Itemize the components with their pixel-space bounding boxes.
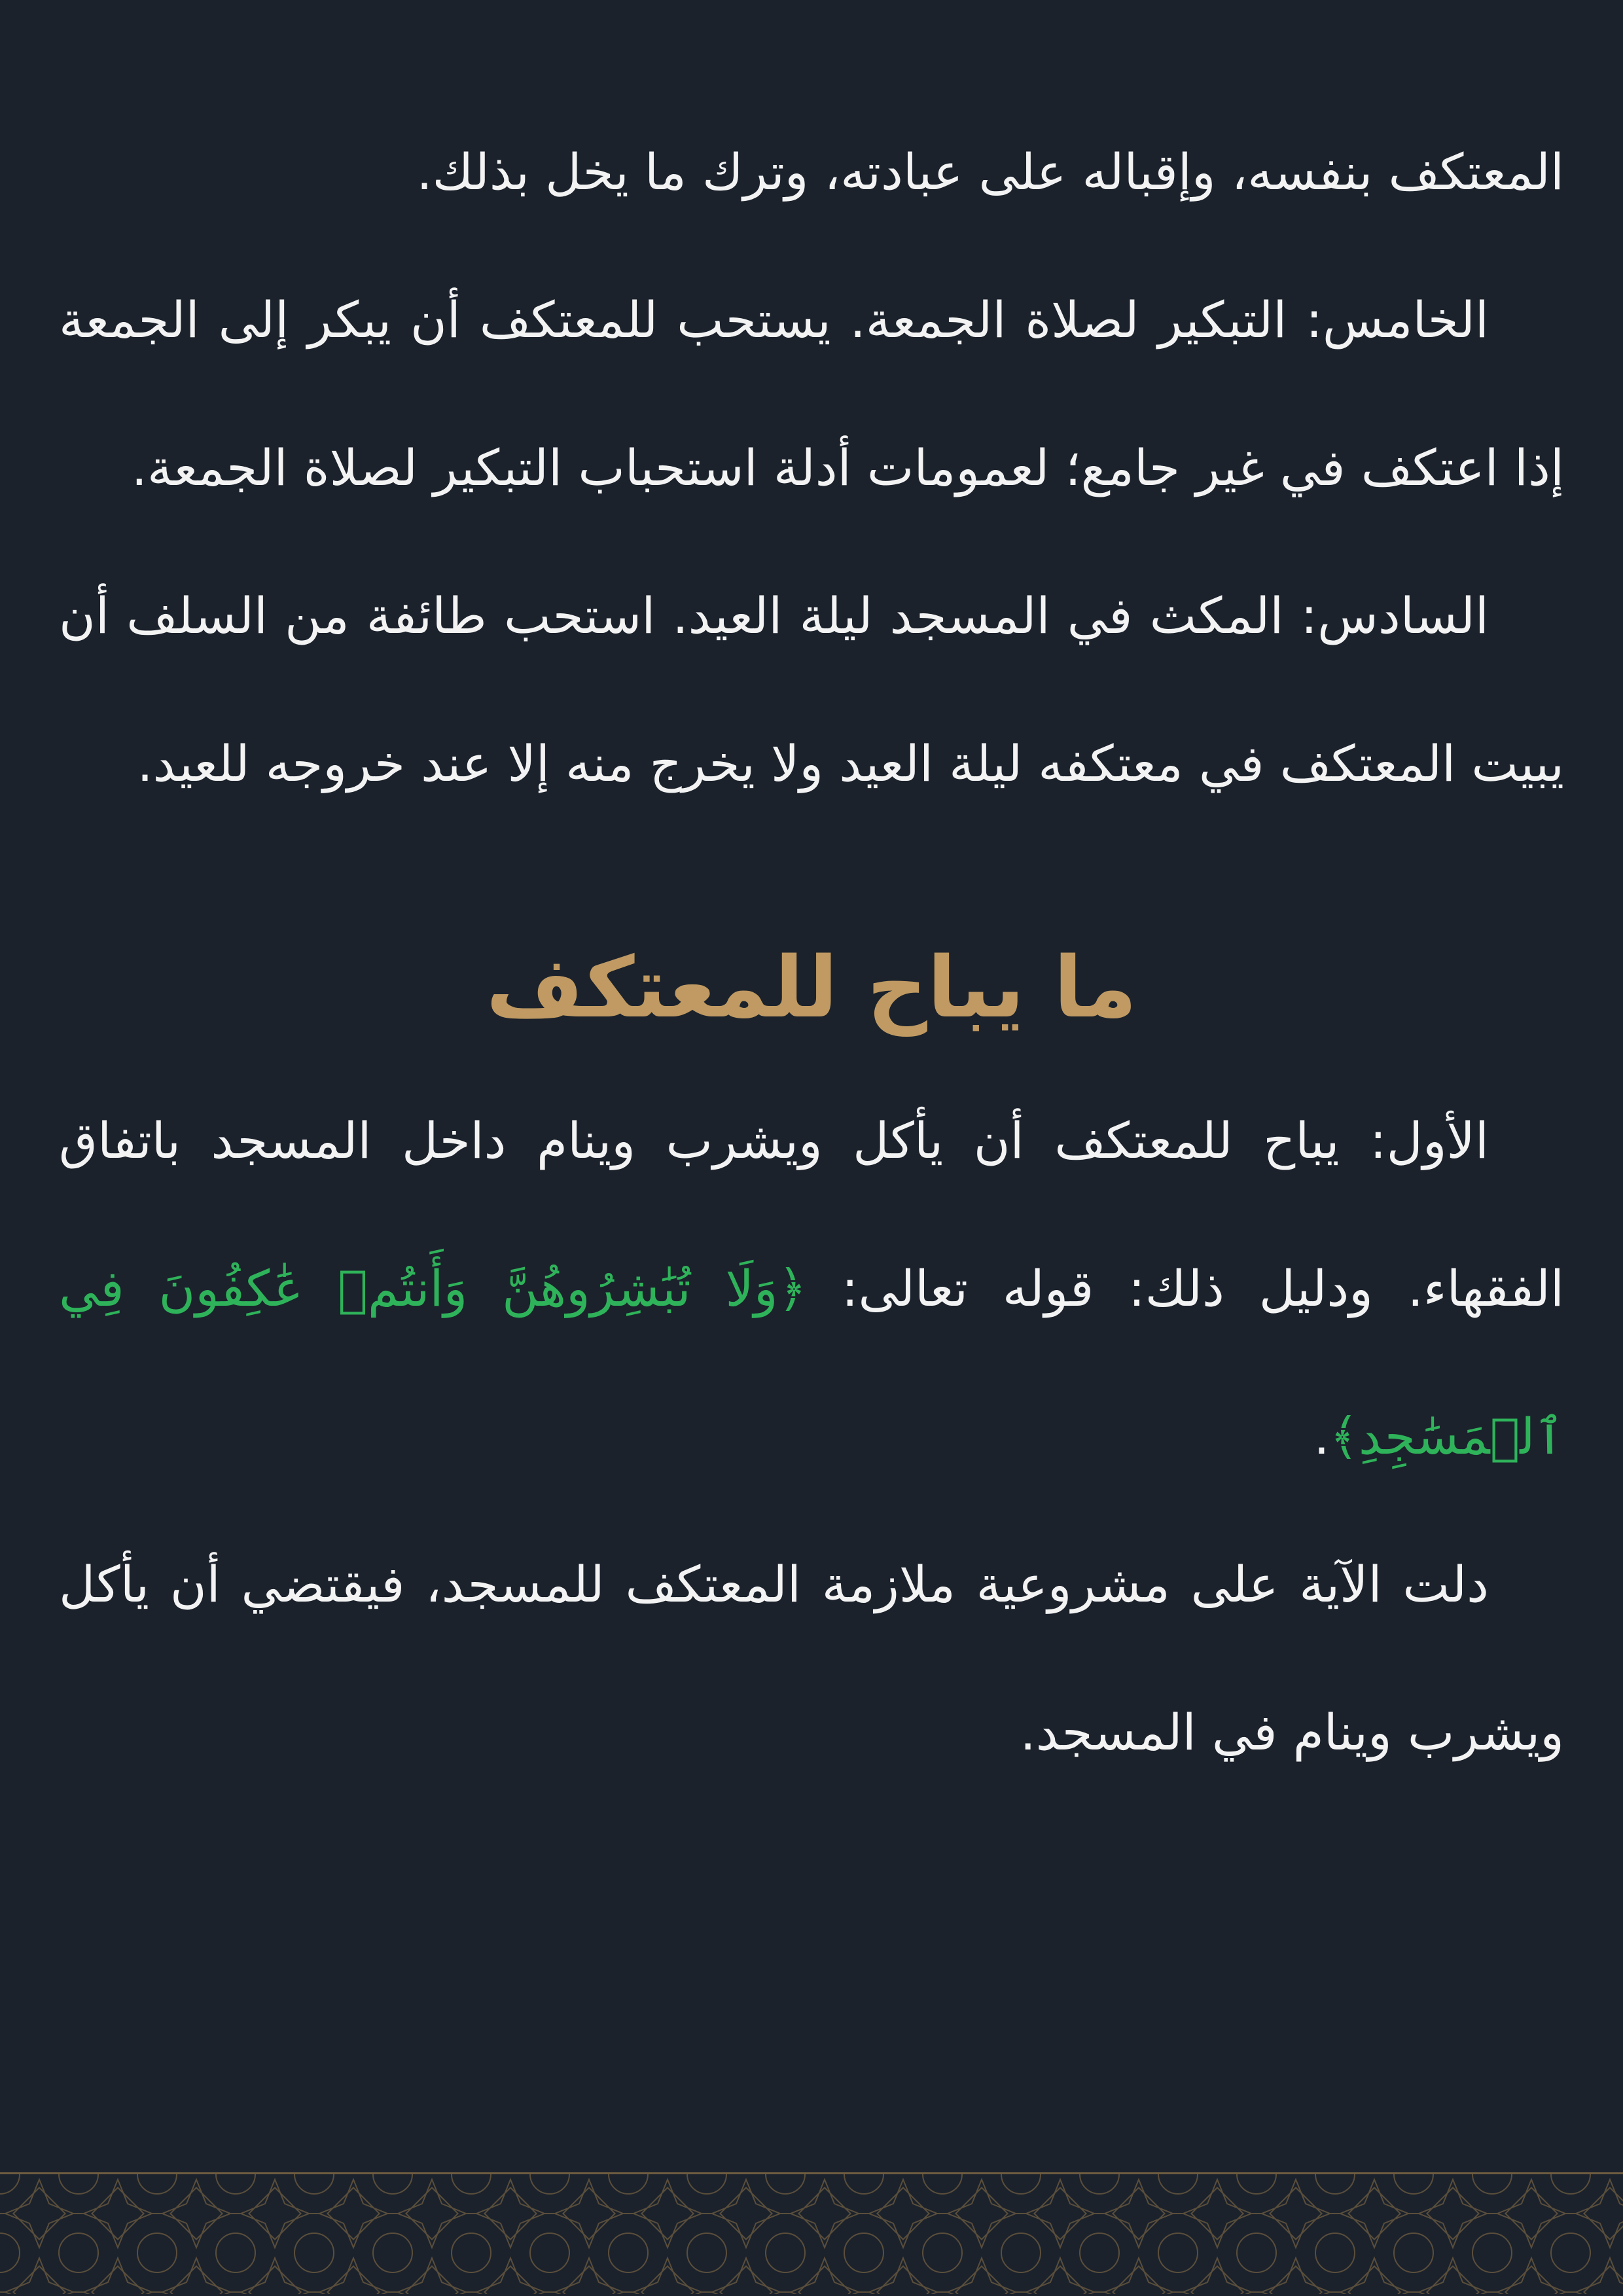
quran-verse: ﴿وَلَا تُبَٰشِرُوهُنَّ وَأَنتُمۡ عَٰكِفُونَ فِي ٱلۡمَسَٰجِدِ﴾	[59, 1259, 1564, 1465]
paragraph-fifth-point: الخامس: التبكير لصلاة الجمعة. يستحب للمعتكف أن يبكر إلى الجمعة إذا اعتكف في غير جامع؛ لعمومات أدلة استحباب التبكير لصلاة الجمعة.	[59, 291, 1564, 497]
paragraph-text-after-verse: .	[1313, 1407, 1330, 1465]
paragraph-sixth-point: السادس: المكث في المسجد ليلة العيد. استحب طائفة من السلف أن يبيت المعتكف في معتكفه ليلة العيد ولا يخرج منه إلا عند خروجه للعيد.	[59, 586, 1564, 793]
paragraph-continuation: المعتكف بنفسه، وإقباله على عبادته، وترك ما يخل بذلك.	[416, 143, 1564, 201]
ornamental-footer-band	[0, 2172, 1623, 2296]
paragraph-text-before-verse: الأول: يباح للمعتكف أن يأكل ويشرب وينام داخل المسجد باتفاق الفقهاء. ودليل ذلك: قوله تعالى:	[59, 1111, 1565, 1318]
document-body	[59, 98, 1564, 1806]
section-heading: ما يباح للمعتكف	[486, 939, 1137, 1037]
geometric-pattern-icon	[0, 2174, 1623, 2294]
section-spacer	[59, 838, 1564, 910]
paragraph-verse-explanation: دلت الآية على مشروعية ملازمة المعتكف للمسجد، فيقتضي أن يأكل ويشرب وينام في المسجد.	[59, 1555, 1564, 1761]
paragraph-first-permitted	[59, 1067, 1564, 1511]
